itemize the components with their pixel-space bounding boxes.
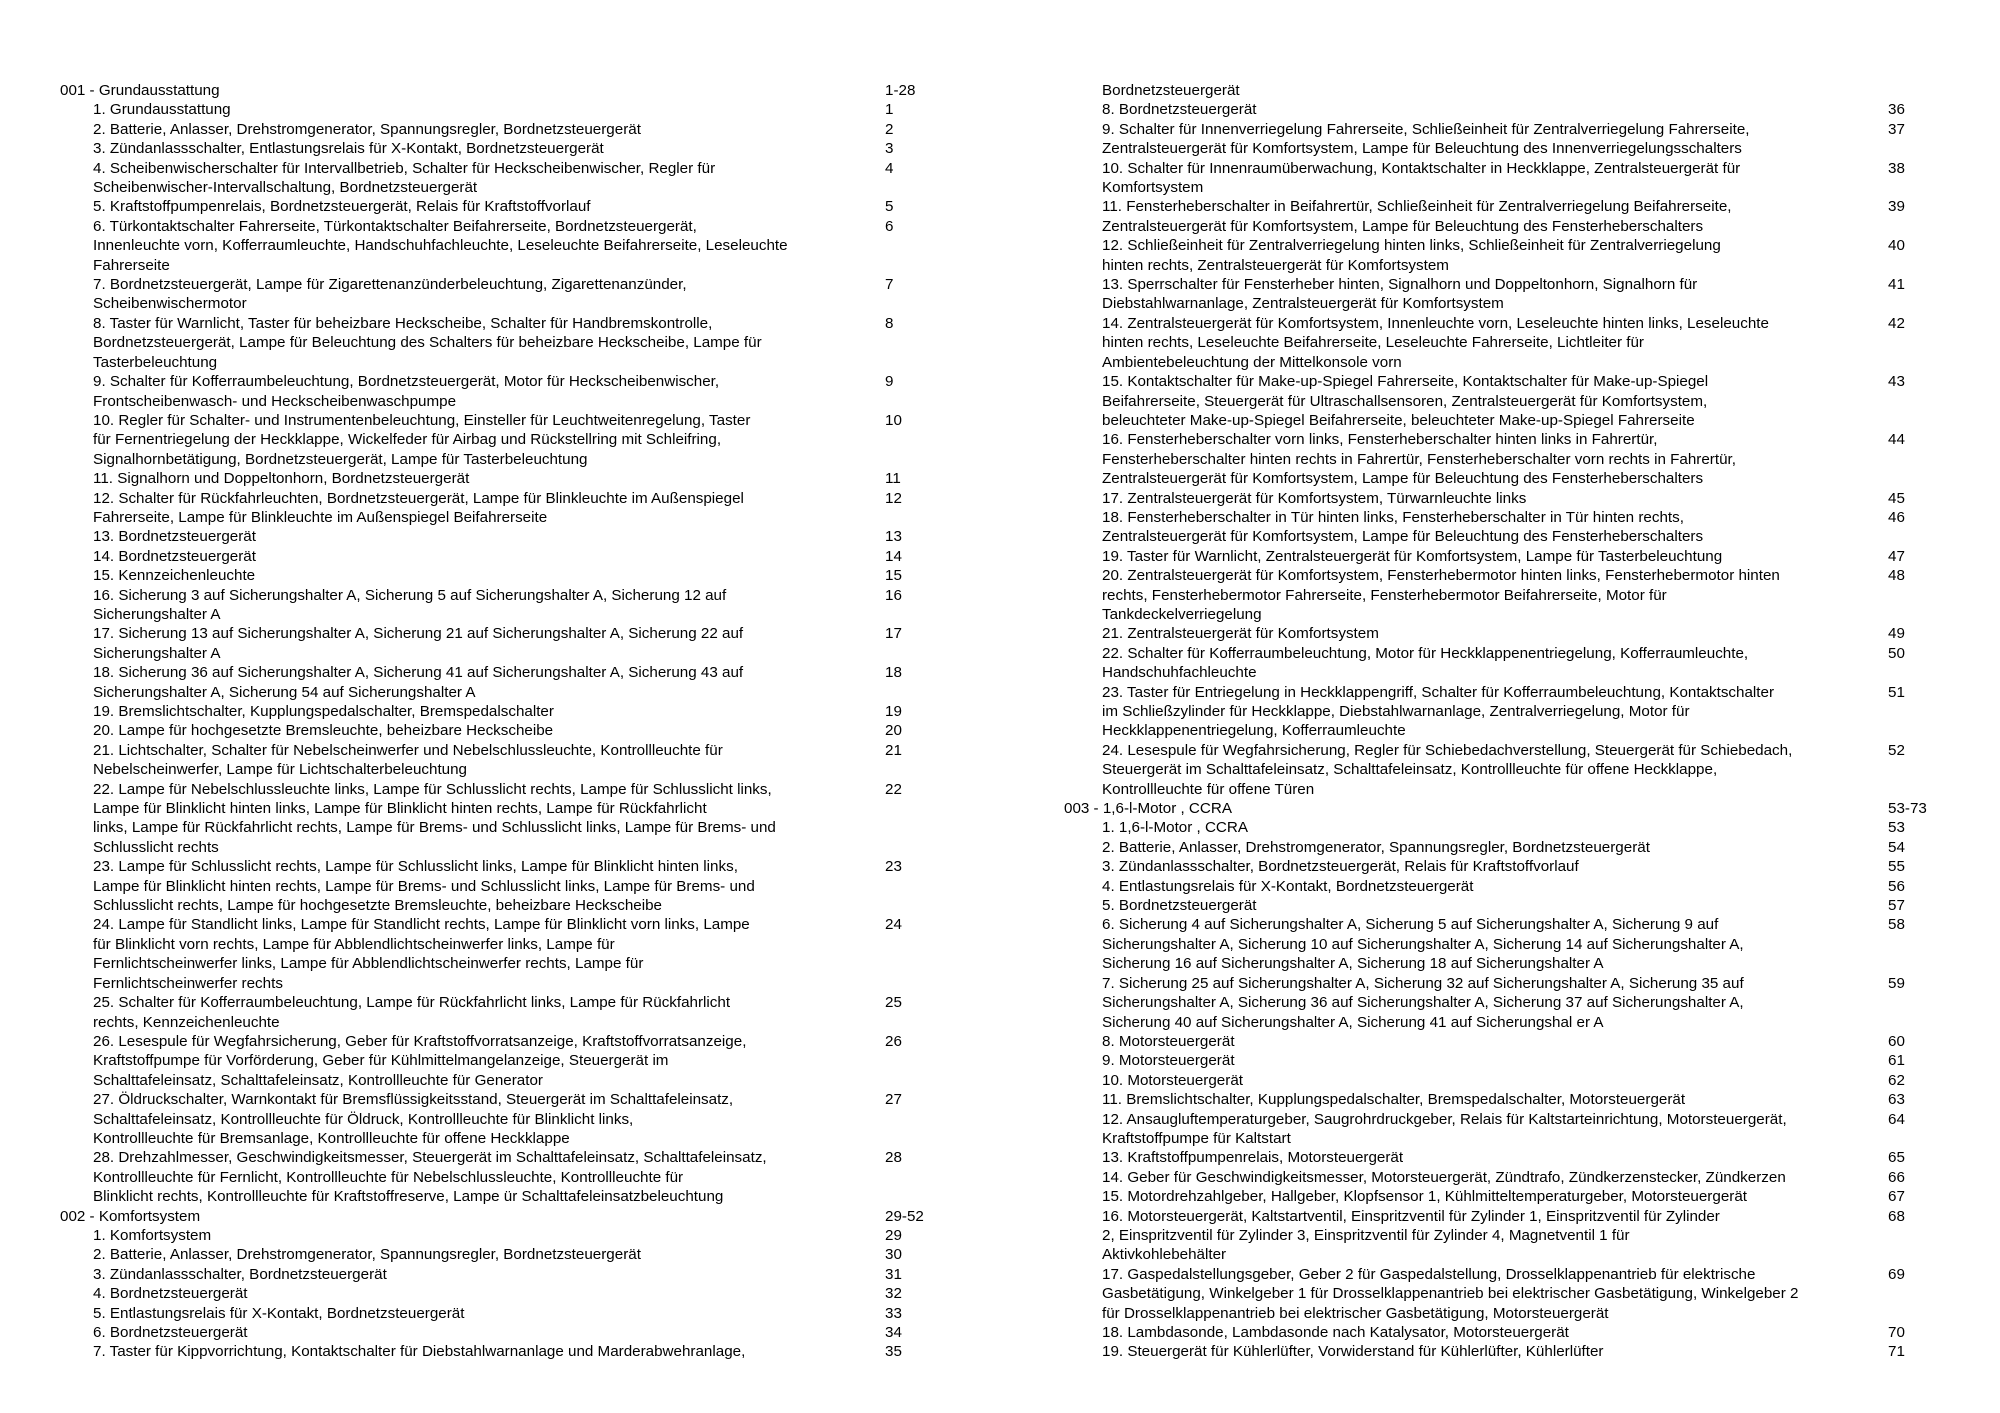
toc-entry-text-line: rechts, Kennzeichenleuchte [93, 1013, 280, 1031]
toc-entry-text-line: 9. Schalter für Innenverriegelung Fahrerseite, Schließeinheit für Zentralverriegelung Fahrerseite, [1102, 120, 1750, 138]
toc-page-number: 55 [1888, 858, 1905, 876]
toc-entry-text-line: rechts, Fensterhebermotor Fahrerseite, Fensterhebermotor Beifahrerseite, Motor für [1102, 586, 1667, 604]
toc-entry-text-line: 12. Schalter für Rückfahrleuchten, Bordnetzsteuergerät, Lampe für Blinkleuchte im Außenspiegel [93, 489, 744, 507]
toc-entry-text-line: Fernlichtscheinwerfer links, Lampe für Abblendlichtscheinwerfer rechts, Lampe für [93, 955, 644, 973]
toc-entry [1064, 1265, 1944, 1323]
toc-entry-text-line: Bordnetzsteuergerät [1102, 82, 1240, 99]
toc-page-number: 22 [885, 780, 902, 798]
toc-entry-text-line: Bordnetzsteuergerät, Lampe für Beleuchtung des Schalters für beheizbare Heckscheibe, Lampe für [93, 334, 762, 352]
toc-page-number: 44 [1888, 431, 1905, 449]
toc-entry-text-line: 8. Taster für Warnlicht, Taster für beheizbare Heckscheibe, Schalter für Handbremskontrolle, [93, 314, 713, 332]
toc-page-number: 45 [1888, 489, 1905, 507]
toc-entry-text-line: 19. Steuergerät für Kühlerlüfter, Vorwiderstand für Kühlerlüfter, Kühlerlüfter [1102, 1343, 1604, 1361]
toc-entry [1064, 489, 1944, 508]
toc-page-number: 42 [1888, 314, 1905, 332]
toc-page-number: 19 [885, 703, 902, 720]
toc-entry-text-line: 13. Kraftstoffpumpenrelais, Motorsteuergerät [1102, 1149, 1404, 1167]
toc-entry-text-line: 17. Gaspedalstellungsgeber, Geber 2 für Gaspedalstellung, Drosselklappenantrieb für elektrische [1102, 1265, 1756, 1283]
toc-entry [1064, 1032, 1944, 1051]
toc-page-number: 56 [1888, 877, 1905, 895]
toc-page-number: 26 [885, 1032, 902, 1050]
toc-entry [60, 489, 950, 528]
toc-entry-text-line: Zentralsteuergerät für Komfortsystem, Lampe für Beleuchtung des Innenverriegelungsschalters [1102, 140, 1742, 158]
toc-page-number: 20 [885, 722, 902, 740]
toc-page-number: 27 [885, 1091, 902, 1109]
toc-entry [1064, 566, 1944, 624]
toc-entry [1064, 1148, 1944, 1167]
toc-entry-text-line: 22. Lampe für Nebelschlussleuchte links, Lampe für Schlusslicht rechts, Lampe für Schlusslicht links, [93, 780, 772, 798]
toc-entry [1064, 120, 1944, 159]
toc-entry [60, 314, 950, 372]
toc-entry [60, 857, 950, 915]
toc-entry [1064, 896, 1944, 915]
toc-entry-text-line: 15. Motordrehzahlgeber, Hallgeber, Klopfsensor 1, Kühlmitteltemperaturgeber, Motorsteuergerät [1102, 1188, 1747, 1206]
toc-page-number: 54 [1888, 838, 1905, 856]
toc-page-number: 29 [885, 1226, 902, 1244]
toc-entry-text-line: 16. Sicherung 3 auf Sicherungshalter A, Sicherung 5 auf Sicherungshalter A, Sicherung 12 auf [93, 586, 727, 604]
toc-entry [60, 741, 950, 780]
toc-page-number: 62 [1888, 1071, 1905, 1089]
toc-entry-text-line: Kraftstoffpumpe für Kaltstart [1102, 1129, 1291, 1147]
toc-entry-text-line: für Fernentriegelung der Heckklappe, Wickelfeder für Airbag und Rückstellring mit Schleifring, [93, 431, 722, 449]
toc-entry-text-line: 7. Bordnetzsteuergerät, Lampe für Zigarettenanzünderbeleuchtung, Zigarettenanzünder, [93, 276, 687, 294]
toc-page-number: 32 [885, 1285, 902, 1303]
toc-entry-text-line: 11. Signalhorn und Doppeltonhorn, Bordnetzsteuergerät [93, 470, 470, 488]
toc-entry [60, 547, 950, 566]
toc-page-number: 47 [1888, 547, 1905, 565]
toc-page-number: 11 [885, 470, 901, 488]
toc-page-number: 3 [885, 140, 894, 158]
toc-entry-text-line: 5. Bordnetzsteuergerät [1102, 897, 1257, 915]
toc-entry [1064, 236, 1944, 275]
toc-entry [60, 120, 950, 139]
toc-entry-text-line: 9. Motorsteuergerät [1102, 1052, 1235, 1070]
toc-entry-text-line: 5. Entlastungsrelais für X-Kontakt, Bordnetzsteuergerät [93, 1304, 465, 1322]
toc-page-number: 43 [1888, 373, 1905, 391]
toc-page-number: 70 [1888, 1324, 1905, 1341]
toc-entry [60, 721, 950, 740]
toc-page-number: 4 [885, 159, 894, 177]
toc-entry-text-line: 24. Lesespule für Wegfahrsicherung, Regler für Schiebedachverstellung, Steuergerät für Schiebedach, [1102, 741, 1793, 759]
toc-page-number: 5 [885, 198, 894, 216]
toc-page-number: 58 [1888, 916, 1905, 934]
toc-page-number: 35 [885, 1343, 902, 1361]
toc-entry-text-line: 7. Sicherung 25 auf Sicherungshalter A, Sicherung 32 auf Sicherungshalter A, Sicherung 35 auf [1102, 974, 1744, 992]
toc-entry [1064, 275, 1944, 314]
toc-entry-text-line: 7. Taster für Kippvorrichtung, Kontaktschalter für Diebstahlwarnanlage und Marderabwehranlage, [93, 1343, 746, 1361]
toc-entry [60, 586, 950, 625]
toc-entry [1064, 915, 1944, 973]
toc-page-number: 34 [885, 1324, 902, 1341]
toc-entry [1064, 1168, 1944, 1187]
toc-entry-text-line: Lampe für Blinklicht hinten links, Lampe für Blinklicht hinten rechts, Lampe für Rückfahrlicht [93, 800, 707, 818]
toc-page-number: 53 [1888, 819, 1905, 837]
toc-page-number: 67 [1888, 1188, 1905, 1206]
toc-entry [1064, 547, 1944, 566]
toc-page-number: 8 [885, 314, 894, 332]
toc-entry [60, 1342, 950, 1361]
toc-entry-text-line: 14. Zentralsteuergerät für Komfortsystem, Innenleuchte vorn, Leseleuchte hinten links, Leseleuchte [1102, 314, 1769, 332]
toc-entry [60, 1284, 950, 1303]
toc-entry-text-line: 2. Batterie, Anlasser, Drehstromgenerator, Spannungsregler, Bordnetzsteuergerät [1102, 838, 1650, 856]
toc-entry [1064, 508, 1944, 547]
toc-page-number: 64 [1888, 1110, 1905, 1128]
toc-entry [1064, 741, 1944, 799]
toc-entry-text-line: Lampe für Blinklicht hinten rechts, Lampe für Brems- und Schlusslicht links, Lampe für Brems- und [93, 877, 755, 895]
toc-entry-text-line: 6. Bordnetzsteuergerät [93, 1324, 248, 1341]
toc-entry [60, 100, 950, 119]
toc-entry-text-line: Sicherungshalter A [93, 644, 221, 662]
toc-entry [1064, 314, 1944, 372]
toc-page-number: 61 [1888, 1052, 1905, 1070]
toc-entry [60, 1148, 950, 1206]
toc-entry-text-line: Zentralsteuergerät für Komfortsystem, Lampe für Beleuchtung des Fensterheberschalters [1102, 528, 1704, 546]
toc-entry-text-line: 15. Kontaktschalter für Make-up-Spiegel Fahrerseite, Kontaktschalter für Make-up-Spiegel [1102, 373, 1709, 391]
toc-entry [1064, 430, 1944, 488]
toc-entry-text-line: Nebelscheinwerfer, Lampe für Lichtschalterbeleuchtung [93, 761, 467, 779]
toc-entry-text-line: hinten rechts, Leseleuchte Beifahrerseite, Leseleuchte Fahrerseite, Lichtleiter für [1102, 334, 1644, 352]
toc-entry-text-line: 4. Bordnetzsteuergerät [93, 1285, 248, 1303]
toc-entry-text-line: 18. Lambdasonde, Lambdasonde nach Katalysator, Motorsteuergerät [1102, 1324, 1569, 1341]
toc-entry [1064, 624, 1944, 643]
toc-entry-text-line: Schlusslicht rechts [93, 838, 219, 856]
toc-entry [1064, 877, 1944, 896]
toc-entry [1064, 818, 1944, 837]
toc-page-number: 18 [885, 664, 902, 682]
toc-entry-text-line: 27. Öldruckschalter, Warnkontakt für Bremsflüssigkeitsstand, Steuergerät im Schalttafeleinsatz, [93, 1091, 734, 1109]
toc-entry-text-line: 1. 1,6-l-Motor , CCRA [1102, 819, 1249, 837]
toc-page-number: 10 [885, 411, 902, 429]
toc-entry-text-line: Fernlichtscheinwerfer rechts [93, 974, 283, 992]
toc-entry-text-line: 3. Zündanlassschalter, Bordnetzsteuergerät, Relais für Kraftstoffvorlauf [1102, 858, 1579, 876]
toc-page-number: 17 [885, 625, 902, 643]
toc-page-number: 57 [1888, 897, 1905, 915]
toc-entry-text-line: Fensterheberschalter hinten rechts in Fahrertür, Fensterheberschalter vorn rechts in Fahrertür, [1102, 450, 1736, 468]
toc-entry-text-line: 003 - 1,6-l-Motor , CCRA [1064, 800, 1232, 818]
toc-entry-text-line: Handschuhfachleuchte [1102, 664, 1257, 682]
toc-entry [60, 915, 950, 993]
toc-page-number: 16 [885, 586, 902, 604]
toc-entry-text-line: 25. Schalter für Kofferraumbeleuchtung, Lampe für Rückfahrlicht links, Lampe für Rückfahrlicht [93, 994, 731, 1012]
toc-entry [60, 1323, 950, 1342]
toc-column-right [1064, 81, 1944, 1362]
toc-entry [60, 1245, 950, 1264]
toc-entry-text-line: 4. Entlastungsrelais für X-Kontakt, Bordnetzsteuergerät [1102, 877, 1474, 895]
toc-entry-text-line: 16. Fensterheberschalter vorn links, Fensterheberschalter hinten links in Fahrertür, [1102, 431, 1658, 449]
toc-entry [1064, 1323, 1944, 1342]
toc-entry-text-line: 17. Zentralsteuergerät für Komfortsystem, Türwarnleuchte links [1102, 489, 1527, 507]
toc-entry-text-line: Aktivkohlebehälter [1102, 1246, 1227, 1264]
toc-entry-text-line: Sicherung 40 auf Sicherungshalter A, Sicherung 41 auf Sicherungshal er A [1102, 1013, 1604, 1031]
toc-entry-text-line: im Schließzylinder für Heckklappe, Diebstahlwarnanlage, Zentralverriegelung, Motor für [1102, 703, 1690, 720]
toc-entry-text-line: Sicherungshalter A, Sicherung 10 auf Sicherungshalter A, Sicherung 14 auf Sicherungshalter A, [1102, 935, 1744, 953]
toc-entry [1064, 857, 1944, 876]
toc-entry-text-line: Signalhornbetätigung, Bordnetzsteuergerät, Lampe für Tasterbeleuchtung [93, 450, 588, 468]
toc-section-heading [60, 1207, 950, 1226]
toc-page-number: 12 [885, 489, 902, 507]
toc-page-number: 50 [1888, 644, 1905, 662]
toc-section-heading [60, 81, 950, 100]
toc-entry [1064, 1090, 1944, 1109]
toc-page-number: 28 [885, 1149, 902, 1167]
toc-entry [60, 527, 950, 546]
toc-entry-text-line: 26. Lesespule für Wegfahrsicherung, Geber für Kraftstoffvorratsanzeige, Kraftstoffvorratsanzeige, [93, 1032, 747, 1050]
toc-page-number: 52 [1888, 741, 1905, 759]
toc-entry-text-line: Sicherungshalter A, Sicherung 54 auf Sicherungshalter A [93, 683, 476, 701]
toc-entry-text-line: 15. Kennzeichenleuchte [93, 567, 256, 585]
toc-entry-text-line: Sicherung 16 auf Sicherungshalter A, Sicherung 18 auf Sicherungshalter A [1102, 955, 1604, 973]
toc-entry-text-line: 3. Zündanlassschalter, Bordnetzsteuergerät [93, 1265, 387, 1283]
toc-entry-text-line: beleuchteter Make-up-Spiegel Beifahrerseite, beleuchteter Make-up-Spiegel Fahrerseite [1102, 411, 1695, 429]
toc-entry-text-line: für Drosselklappenantrieb bei elektrischer Gasbetätigung, Motorsteuergerät [1102, 1304, 1609, 1322]
toc-page-number: 49 [1888, 625, 1905, 643]
toc-entry [60, 1304, 950, 1323]
toc-entry-text-line: 002 - Komfortsystem [60, 1207, 201, 1225]
toc-page-number: 65 [1888, 1149, 1905, 1167]
toc-entry-text-line: Beifahrerseite, Steuergerät für Ultraschallsensoren, Zentralsteuergerät für Komfortsystem, [1102, 392, 1708, 410]
toc-entry [60, 1265, 950, 1284]
toc-entry [1064, 100, 1944, 119]
toc-entry-text-line: Innenleuchte vorn, Kofferraumleuchte, Handschuhfachleuchte, Leseleuchte Beifahrerseite, Leseleuchte [93, 237, 788, 255]
toc-page-number: 63 [1888, 1091, 1905, 1109]
toc-page-number: 39 [1888, 198, 1905, 216]
toc-entry-text-line: 1. Grundausstattung [93, 101, 231, 119]
toc-entry [60, 411, 950, 469]
toc-page-number: 29-52 [885, 1207, 924, 1225]
toc-entry-text-line: 23. Lampe für Schlusslicht rechts, Lampe für Schlusslicht links, Lampe für Blinklicht hinten links, [93, 858, 738, 876]
toc-page-number: 24 [885, 916, 902, 934]
toc-entry-text-line: 28. Drehzahlmesser, Geschwindigkeitsmesser, Steuergerät im Schalttafeleinsatz, Schalttafeleinsatz, [93, 1149, 767, 1167]
toc-entry-text-line: 21. Zentralsteuergerät für Komfortsystem [1102, 625, 1379, 643]
toc-entry-text-line: 12. Ansaugluftemperaturgeber, Saugrohrdruckgeber, Relais für Kaltstarteinrichtung, Motorsteuergerät, [1102, 1110, 1787, 1128]
toc-page-number: 46 [1888, 508, 1905, 526]
toc-page-number: 33 [885, 1304, 902, 1322]
toc-entry-text-line: 20. Lampe für hochgesetzte Bremsleuchte, beheizbare Heckscheibe [93, 722, 554, 740]
toc-entry-text-line: 11. Fensterheberschalter in Beifahrertür, Schließeinheit für Zentralverriegelung Beifahrerseite, [1102, 198, 1732, 216]
toc-entry-text-line: Gasbetätigung, Winkelgeber 1 für Drosselklappenantrieb bei elektrischer Gasbetätigung, Winkelgeber 2 [1102, 1285, 1799, 1303]
toc-page-number: 40 [1888, 237, 1905, 255]
toc-entry [60, 372, 950, 411]
toc-entry-text-line: 3. Zündanlassschalter, Entlastungsrelais für X-Kontakt, Bordnetzsteuergerät [93, 140, 604, 158]
toc-page-number: 59 [1888, 974, 1905, 992]
toc-page-number: 71 [1888, 1343, 1905, 1361]
toc-entry-text-line: Schlusslicht rechts, Lampe für hochgesetzte Bremsleuchte, beheizbare Heckscheibe [93, 897, 662, 915]
toc-section-heading [1064, 799, 1944, 818]
toc-entry-text-line: Zentralsteuergerät für Komfortsystem, Lampe für Beleuchtung des Fensterheberschalters [1102, 470, 1704, 488]
toc-entry-text-line: 18. Fensterheberschalter in Tür hinten links, Fensterheberschalter in Tür hinten rechts, [1102, 508, 1684, 526]
toc-page-number: 9 [885, 373, 894, 391]
toc-entry-text-line: 20. Zentralsteuergerät für Komfortsystem, Fensterhebermotor hinten links, Fensterhebermotor hinten [1102, 567, 1780, 585]
toc-entry-text-line: 21. Lichtschalter, Schalter für Nebelscheinwerfer und Nebelschlussleuchte, Kontrollleuchte für [93, 741, 723, 759]
toc-entry [1064, 81, 1944, 100]
toc-entry-text-line: für Blinklicht vorn rechts, Lampe für Abblendlichtscheinwerfer links, Lampe für [93, 935, 615, 953]
toc-entry [60, 1032, 950, 1090]
toc-entry [1064, 683, 1944, 741]
toc-entry-text-line: 19. Taster für Warnlicht, Zentralsteuergerät für Komfortsystem, Lampe für Tasterbeleuchtung [1102, 547, 1723, 565]
toc-entry-text-line: hinten rechts, Zentralsteuergerät für Komfortsystem [1102, 256, 1449, 274]
toc-entry-text-line: 18. Sicherung 36 auf Sicherungshalter A, Sicherung 41 auf Sicherungshalter A, Sicherung 43 auf [93, 664, 744, 682]
toc-entry [1064, 838, 1944, 857]
toc-page-number: 37 [1888, 120, 1905, 138]
toc-entry [60, 993, 950, 1032]
toc-entry-text-line: 10. Schalter für Innenraumüberwachung, Kontaktschalter in Heckklappe, Zentralsteuergerät für [1102, 159, 1741, 177]
toc-page-number: 13 [885, 528, 902, 546]
toc-entry [1064, 974, 1944, 1032]
toc-entry-text-line: Sicherungshalter A [93, 605, 221, 623]
toc-entry-text-line: 22. Schalter für Kofferraumbeleuchtung, Motor für Heckklappenentriegelung, Kofferraumleuchte, [1102, 644, 1749, 662]
toc-entry-text-line: Komfortsystem [1102, 179, 1204, 197]
toc-page-number: 36 [1888, 101, 1905, 119]
toc-entry [60, 1090, 950, 1148]
toc-entry [60, 702, 950, 721]
toc-page-number: 23 [885, 858, 902, 876]
toc-column-left [60, 81, 950, 1362]
toc-entry [1064, 1071, 1944, 1090]
toc-entry [60, 566, 950, 585]
toc-entry-text-line: 14. Geber für Geschwindigkeitsmesser, Motorsteuergerät, Zündtrafo, Zündkerzenstecker, Zündkerzen [1102, 1168, 1786, 1186]
toc-entry [1064, 1187, 1944, 1206]
toc-entry-text-line: 12. Schließeinheit für Zentralverriegelung hinten links, Schließeinheit für Zentralverriegelung [1102, 237, 1721, 255]
toc-entry [60, 780, 950, 858]
toc-entry [1064, 159, 1944, 198]
toc-page-number: 15 [885, 567, 902, 585]
toc-entry-text-line: Kontrollleuchte für Fernlicht, Kontrollleuchte für Nebelschlussleuchte, Kontrollleuchte für [93, 1168, 684, 1186]
toc-entry-text-line: 8. Motorsteuergerät [1102, 1032, 1235, 1050]
toc-entry-text-line: 24. Lampe für Standlicht links, Lampe für Standlicht rechts, Lampe für Blinklicht vorn links, Lampe [93, 916, 750, 934]
toc-entry [1064, 372, 1944, 430]
toc-entry [1064, 1207, 1944, 1265]
toc-page-number: 53-73 [1888, 800, 1927, 818]
toc-entry-text-line: 8. Bordnetzsteuergerät [1102, 101, 1257, 119]
toc-entry-text-line: Kraftstoffpumpe für Vorförderung, Geber für Kühlmittelmangelanzeige, Steuergerät im [93, 1052, 669, 1070]
toc-entry [1064, 197, 1944, 236]
toc-entry [1064, 1110, 1944, 1149]
toc-page-number: 51 [1888, 683, 1905, 701]
toc-entry-text-line: 9. Schalter für Kofferraumbeleuchtung, Bordnetzsteuergerät, Motor für Heckscheibenwischer, [93, 373, 720, 391]
toc-entry [60, 159, 950, 198]
toc-entry-text-line: 6. Sicherung 4 auf Sicherungshalter A, Sicherung 5 auf Sicherungshalter A, Sicherung 9 auf [1102, 916, 1719, 934]
toc-entry-text-line: Fahrerseite [93, 256, 170, 274]
toc-entry [60, 663, 950, 702]
toc-page-number: 68 [1888, 1207, 1905, 1225]
toc-entry-text-line: 17. Sicherung 13 auf Sicherungshalter A, Sicherung 21 auf Sicherungshalter A, Sicherung 22 auf [93, 625, 744, 643]
toc-entry-text-line: Steuergerät im Schalttafeleinsatz, Schalttafeleinsatz, Kontrollleuchte für offene Heckklappe, [1102, 761, 1718, 779]
toc-page-number: 48 [1888, 567, 1905, 585]
toc-entry-text-line: Tasterbeleuchtung [93, 353, 218, 371]
toc-entry-text-line: 13. Bordnetzsteuergerät [93, 528, 256, 546]
toc-page-number: 21 [885, 741, 902, 759]
toc-entry-text-line: 16. Motorsteuergerät, Kaltstartventil, Einspritzventil für Zylinder 1, Einspritzventil für Zylinder [1102, 1207, 1720, 1225]
toc-page-number: 25 [885, 994, 902, 1012]
toc-entry-text-line: 10. Motorsteuergerät [1102, 1071, 1243, 1089]
toc-page-number: 31 [885, 1265, 902, 1283]
toc-entry-text-line: Sicherungshalter A, Sicherung 36 auf Sicherungshalter A, Sicherung 37 auf Sicherungshalter A, [1102, 994, 1744, 1012]
toc-page-number: 69 [1888, 1265, 1905, 1283]
toc-page-number: 66 [1888, 1168, 1905, 1186]
toc-entry [1064, 644, 1944, 683]
toc-entry [1064, 1342, 1944, 1361]
toc-entry-text-line: Schalttafeleinsatz, Kontrollleuchte für Öldruck, Kontrollleuchte für Blinklicht links, [93, 1110, 634, 1128]
toc-page-number: 30 [885, 1246, 902, 1264]
toc-entry [60, 469, 950, 488]
toc-entry-text-line: links, Lampe für Rückfahrlicht rechts, Lampe für Brems- und Schlusslicht links, Lampe für Brems- und [93, 819, 776, 837]
toc-entry [60, 624, 950, 663]
toc-entry-text-line: Kontrollleuchte für offene Türen [1102, 780, 1315, 798]
toc-entry-text-line: Diebstahlwarnanlage, Zentralsteuergerät für Komfortsystem [1102, 295, 1504, 313]
toc-entry [60, 275, 950, 314]
toc-entry-text-line: 2. Batterie, Anlasser, Drehstromgenerator, Spannungsregler, Bordnetzsteuergerät [93, 120, 641, 138]
toc-entry-text-line: Blinklicht rechts, Kontrollleuchte für Kraftstoffreserve, Lampe ür Schalttafeleinsatzbeleuchtung [93, 1188, 724, 1206]
toc-page-number: 60 [1888, 1032, 1905, 1050]
toc-entry-text-line: Fahrerseite, Lampe für Blinkleuchte im Außenspiegel Beifahrerseite [93, 508, 548, 526]
toc-entry-text-line: 2, Einspritzventil für Zylinder 3, Einspritzventil für Zylinder 4, Magnetventil 1 für [1102, 1226, 1630, 1244]
toc-entry-text-line: Schalttafeleinsatz, Schalttafeleinsatz, Kontrollleuchte für Generator [93, 1071, 543, 1089]
toc-entry-text-line: Zentralsteuergerät für Komfortsystem, Lampe für Beleuchtung des Fensterheberschalters [1102, 217, 1704, 235]
toc-page-number: 38 [1888, 159, 1905, 177]
toc-entry [60, 139, 950, 158]
toc-entry-text-line: Scheibenwischer-Intervallschaltung, Bordnetzsteuergerät [93, 179, 478, 197]
toc-entry-text-line: 19. Bremslichtschalter, Kupplungspedalschalter, Bremspedalschalter [93, 703, 554, 720]
toc-entry-text-line: 10. Regler für Schalter- und Instrumentenbeleuchtung, Einsteller für Leuchtweitenregelung, Taster [93, 411, 751, 429]
toc-entry-text-line: 23. Taster für Entriegelung in Heckklappengriff, Schalter für Kofferraumbeleuchtung, Kontaktschalter [1102, 683, 1775, 701]
toc-entry-text-line: Tankdeckelverriegelung [1102, 605, 1262, 623]
toc-entry-text-line: Heckklappenentriegelung, Kofferraumleuchte [1102, 722, 1406, 740]
toc-page-number: 6 [885, 217, 894, 235]
toc-page-number: 41 [1888, 276, 1905, 294]
toc-page-number: 7 [885, 276, 894, 294]
toc-entry-text-line: 6. Türkontaktschalter Fahrerseite, Türkontaktschalter Beifahrerseite, Bordnetzsteuergerät, [93, 217, 697, 235]
toc-page-number: 1 [885, 101, 894, 119]
toc-entry [1064, 1051, 1944, 1070]
toc-entry-text-line: Frontscheibenwasch- und Heckscheibenwaschpumpe [93, 392, 457, 410]
toc-entry-text-line: 14. Bordnetzsteuergerät [93, 547, 256, 565]
toc-entry-text-line: 1. Komfortsystem [93, 1226, 212, 1244]
toc-entry [60, 1226, 950, 1245]
toc-entry-text-line: 11. Bremslichtschalter, Kupplungspedalschalter, Bremspedalschalter, Motorsteuergerät [1102, 1091, 1686, 1109]
toc-entry-text-line: Kontrollleuchte für Bremsanlage, Kontrollleuchte für offene Heckklappe [93, 1129, 570, 1147]
toc-page-number: 14 [885, 547, 902, 565]
toc-entry [60, 217, 950, 275]
toc-entry-text-line: 001 - Grundausstattung [60, 82, 220, 99]
toc-entry-text-line: 5. Kraftstoffpumpenrelais, Bordnetzsteuergerät, Relais für Kraftstoffvorlauf [93, 198, 591, 216]
toc-entry [60, 197, 950, 216]
toc-page-number: 2 [885, 120, 894, 138]
toc-entry-text-line: 4. Scheibenwischerschalter für Intervallbetrieb, Schalter für Heckscheibenwischer, Regler für [93, 159, 716, 177]
toc-page-number: 1-28 [885, 82, 916, 99]
toc-entry-text-line: Ambientebeleuchtung der Mittelkonsole vorn [1102, 353, 1402, 371]
toc-entry-text-line: 2. Batterie, Anlasser, Drehstromgenerator, Spannungsregler, Bordnetzsteuergerät [93, 1246, 641, 1264]
toc-entry-text-line: 13. Sperrschalter für Fensterheber hinten, Signalhorn und Doppeltonhorn, Signalhorn für [1102, 276, 1698, 294]
toc-entry-text-line: Scheibenwischermotor [93, 295, 247, 313]
